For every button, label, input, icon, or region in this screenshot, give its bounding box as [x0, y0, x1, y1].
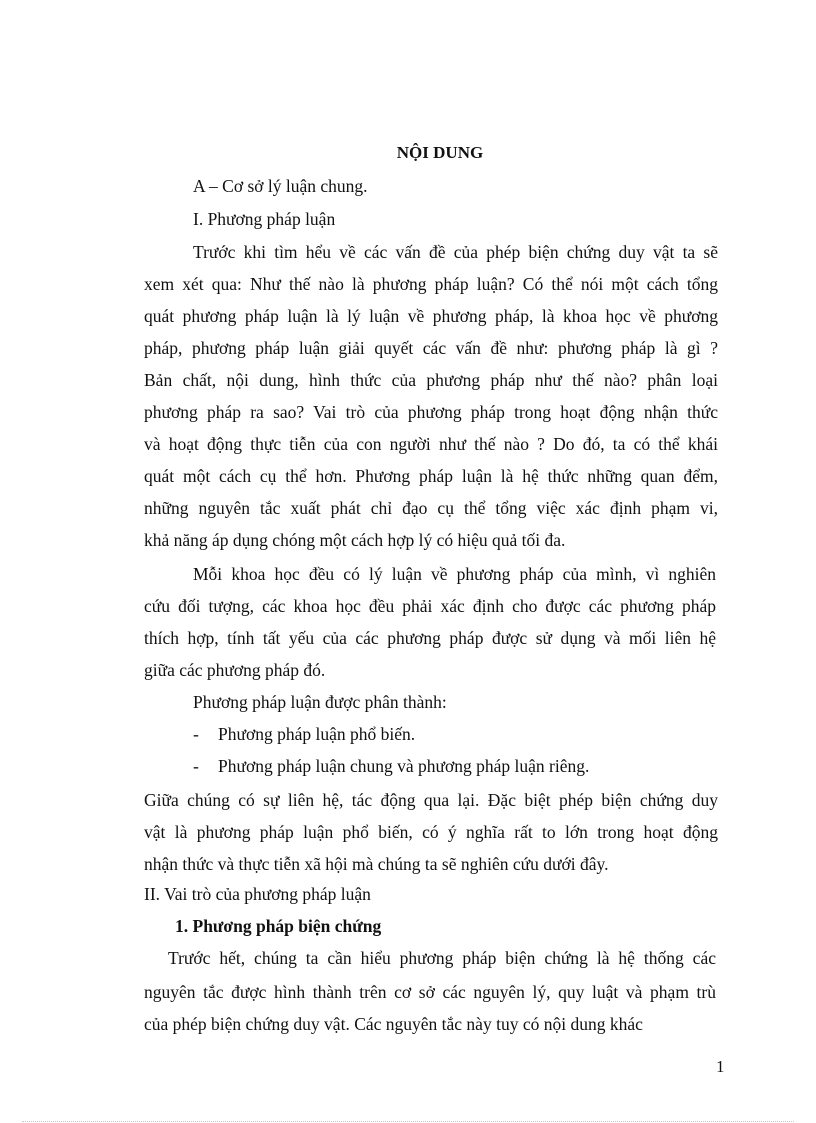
- paragraph-line: những nguyên tắc xuất phát chỉ đạo cụ thể tổng việc xác định phạm vi,: [144, 498, 718, 518]
- paragraph-line: khả năng áp dụng chóng một cách hợp lý có hiệu quả tối đa.: [144, 530, 566, 550]
- page-heading: NỘI DUNG: [396, 143, 484, 162]
- paragraph-line: xem xét qua: Như thế nào là phương pháp luận? Có thể nói một cách tổng: [144, 274, 718, 294]
- paragraph-line: giữa các phương pháp đó.: [144, 660, 326, 680]
- paragraph-line: quát một cách cụ thể hơn. Phương pháp luận là hệ thức những quan đểm,: [144, 466, 718, 486]
- section-a-heading: A – Cơ sở lý luận chung.: [193, 176, 368, 196]
- classification-intro: Phương pháp luận được phân thành:: [193, 692, 447, 712]
- paragraph-line: Trước hết, chúng ta cần hiểu phương pháp biện chứng là hệ thống các: [168, 948, 716, 968]
- paragraph-line: nguyên tắc được hình thành trên cơ sở các nguyên lý, quy luật và phạm trù: [144, 982, 716, 1002]
- section-ii-heading: II. Vai trò của phương pháp luận: [144, 884, 371, 904]
- bullet-marker: -: [193, 756, 199, 776]
- paragraph-line: và hoạt động thực tiễn của con người như thế nào ? Do đó, ta có thể khái: [144, 434, 718, 454]
- paragraph-line: Bản chất, nội dung, hình thức của phương pháp như thế nào? phân loại: [144, 370, 718, 390]
- paragraph-line: Giữa chúng có sự liên hệ, tác động qua lại. Đặc biệt phép biện chứng duy: [144, 790, 718, 810]
- bullet-item: Phương pháp luận chung và phương pháp luận riêng.: [218, 756, 590, 776]
- paragraph-line: pháp, phương pháp luận giải quyết các vấn đề như: phương pháp là gì ?: [144, 338, 718, 358]
- paragraph-line: nhận thức và thực tiễn xã hội mà chúng ta sẽ nghiên cứu dưới đây.: [144, 854, 609, 874]
- paragraph-line: Mỗi khoa học đều có lý luận về phương pháp của mình, vì nghiên: [193, 564, 716, 584]
- bullet-item: Phương pháp luận phổ biến.: [218, 724, 416, 744]
- page-number: 1: [716, 1057, 725, 1076]
- footer-divider: [22, 1121, 794, 1122]
- paragraph-line: quát phương pháp luận là lý luận về phương pháp, là khoa học về phương: [144, 306, 718, 326]
- paragraph-line: cứu đối tượng, các khoa học đều phải xác định cho được các phương pháp: [144, 596, 716, 616]
- paragraph-line: Trước khi tìm hểu về các vấn đề của phép biện chứng duy vật ta sẽ: [193, 242, 718, 262]
- section-i-heading: I. Phương pháp luận: [193, 209, 336, 229]
- subsection-1-heading: 1. Phương pháp biện chứng: [175, 916, 382, 936]
- paragraph-line: phương pháp ra sao? Vai trò của phương pháp trong hoạt động nhận thức: [144, 402, 718, 422]
- paragraph-line: của phép biện chứng duy vật. Các nguyên tắc này tuy có nội dung khác: [144, 1014, 643, 1034]
- paragraph-line: vật là phương pháp luận phổ biến, có ý nghĩa rất to lớn trong hoạt động: [144, 822, 718, 842]
- bullet-marker: -: [193, 724, 199, 744]
- paragraph-line: thích hợp, tính tất yếu của các phương pháp được sử dụng và mối liên hệ: [144, 628, 716, 648]
